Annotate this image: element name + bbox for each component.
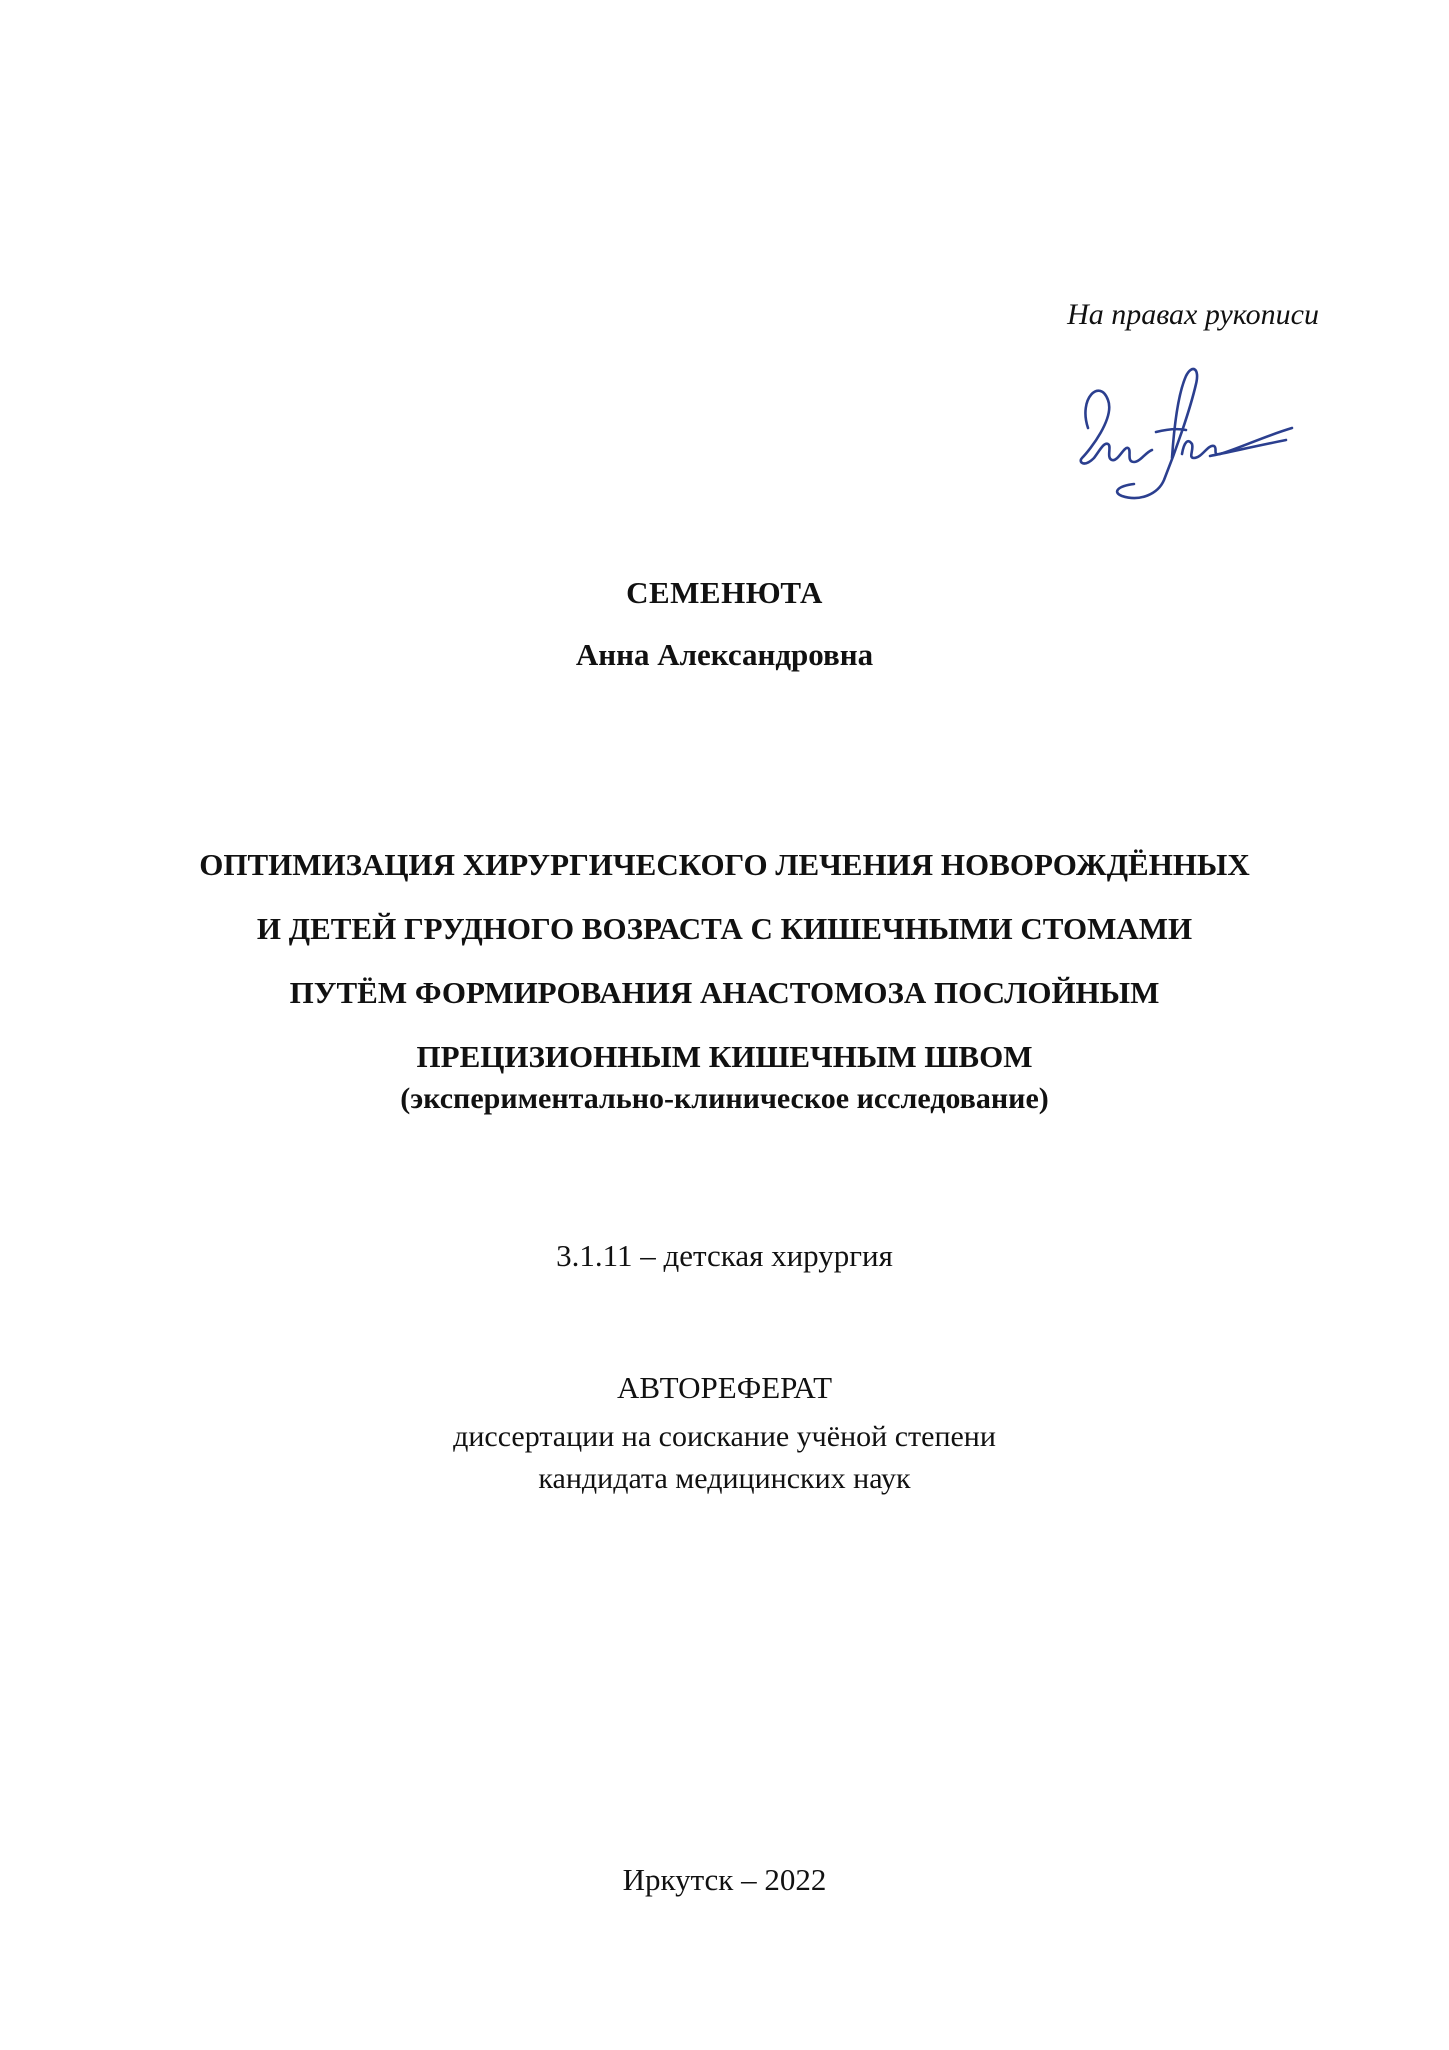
degree-description-line: диссертации на соискание учёной степени — [453, 1420, 996, 1453]
author-surname: СЕМЕНЮТА — [626, 575, 823, 610]
title-line: ПУТЁМ ФОРМИРОВАНИЯ АНАСТОМОЗА ПОСЛОЙНЫМ — [289, 975, 1160, 1010]
title-line: ПРЕЦИЗИОННЫМ КИШЕЧНЫМ ШВОМ — [416, 1039, 1033, 1074]
title-line: И ДЕТЕЙ ГРУДНОГО ВОЗРАСТА С КИШЕЧНЫМИ СТОМАМИ — [256, 911, 1193, 946]
document-type-label: АВТОРЕФЕРАТ — [616, 1370, 833, 1405]
specialty-code: 3.1.11 – детская хирургия — [556, 1238, 893, 1273]
signature-icon — [1060, 358, 1300, 508]
dissertation-subtitle: (экспериментально-клиническое исследование) — [400, 1082, 1049, 1115]
dissertation-title — [0, 833, 1449, 1089]
author-given-names: Анна Александровна — [575, 637, 874, 672]
title-line: ОПТИМИЗАЦИЯ ХИРУРГИЧЕСКОГО ЛЕЧЕНИЯ НОВОРОЖДЁННЫХ — [199, 847, 1250, 882]
manuscript-note: На правах рукописи — [1067, 298, 1319, 331]
degree-description-line: кандидата медицинских наук — [538, 1462, 911, 1495]
city-year: Иркутск – 2022 — [622, 1862, 827, 1897]
